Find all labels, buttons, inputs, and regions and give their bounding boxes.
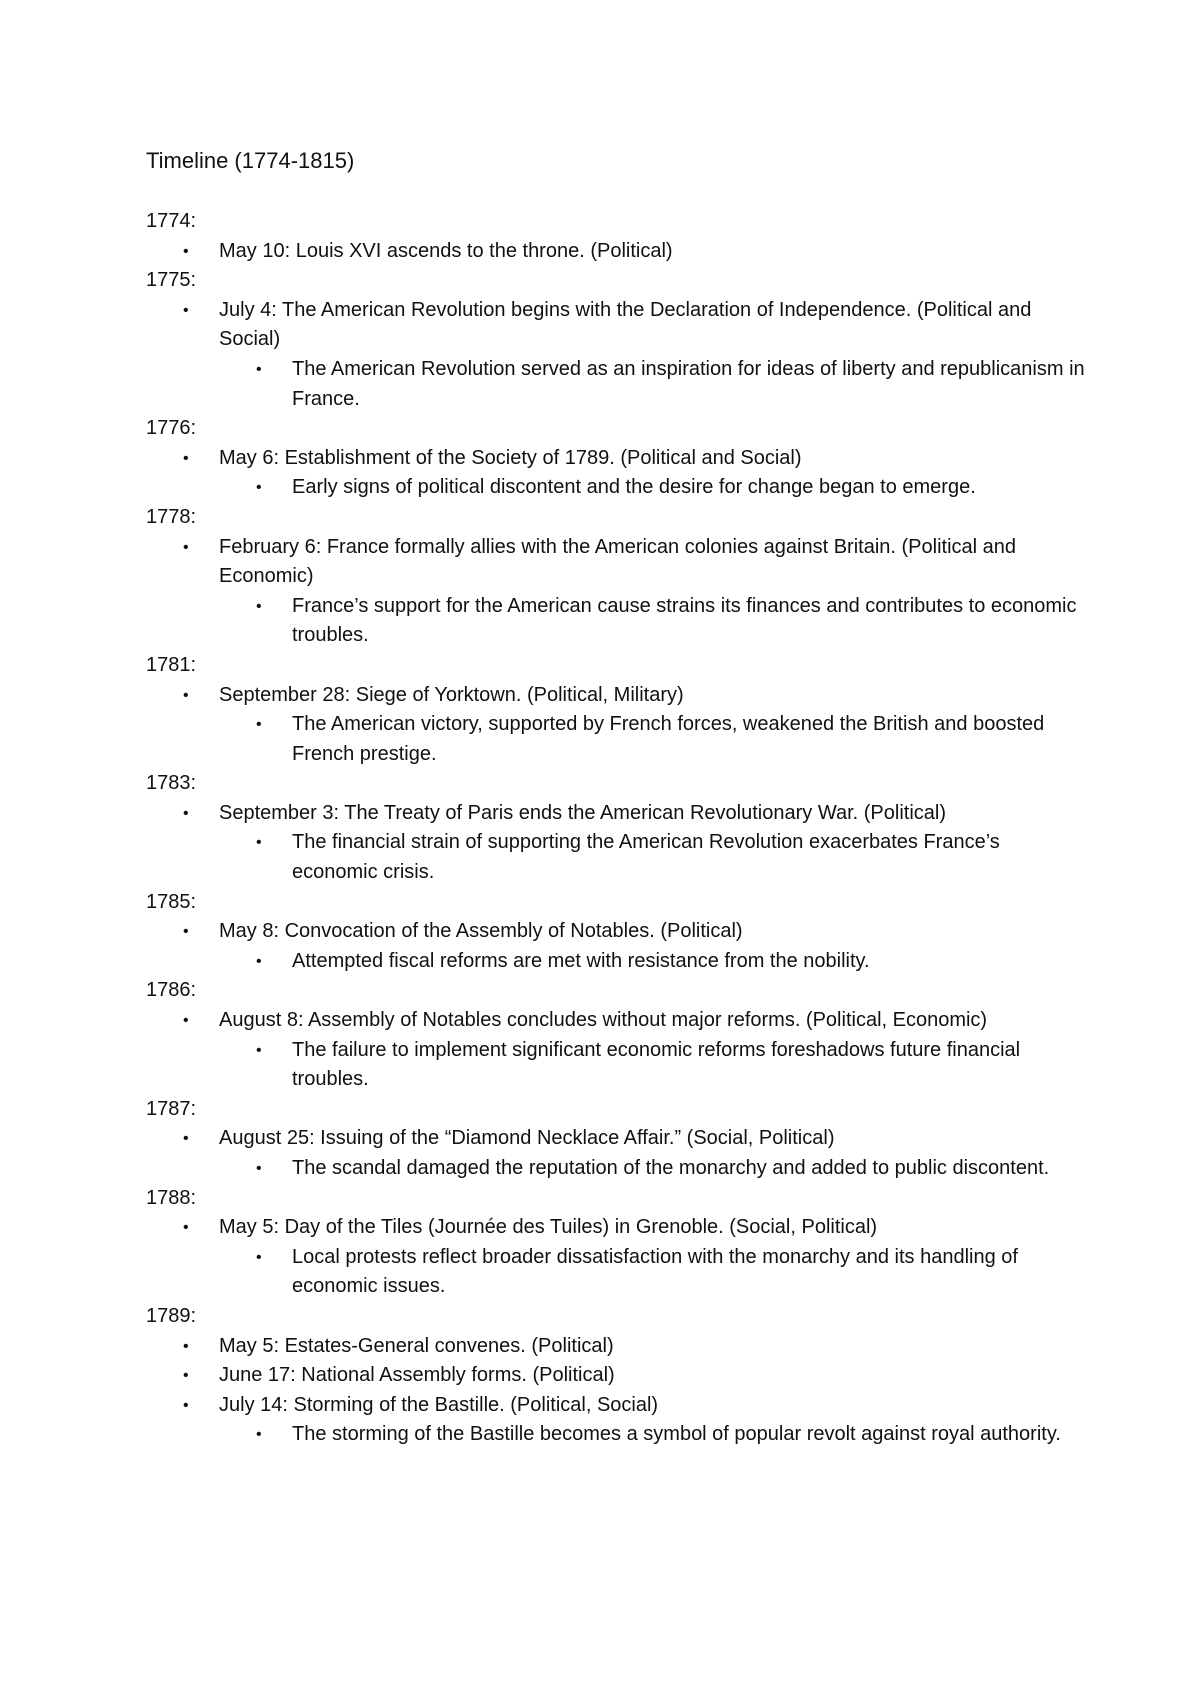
timeline-event (183, 917, 1086, 947)
event-text: September 3: The Treaty of Paris ends the American Revolutionary War. (Political) (219, 801, 946, 824)
note-text: Early signs of political discontent and the desire for change began to emerge. (292, 476, 976, 499)
bullet-icon: • (183, 449, 189, 467)
event-text: July 14: Storming of the Bastille. (Political, Social) (219, 1393, 659, 1416)
event-text: May 5: Day of the Tiles (Journée des Tuiles) in Grenoble. (Social, Political) (219, 1216, 878, 1239)
bullet-icon: • (183, 1012, 189, 1030)
timeline-event (183, 1006, 1086, 1036)
bullet-icon: • (183, 1219, 189, 1237)
page-title: Timeline (1774-1815) (146, 148, 355, 173)
bullet-icon: • (183, 301, 189, 319)
year-heading: 1774: (146, 210, 197, 232)
event-note (256, 1420, 1086, 1450)
bullet-icon: • (183, 1396, 189, 1414)
bullet-icon: • (183, 686, 189, 704)
event-text: June 17: National Assembly forms. (Political) (219, 1364, 615, 1387)
event-text: May 5: Estates-General convenes. (Political) (219, 1334, 614, 1357)
event-text: May 10: Louis XVI ascends to the throne. (Political) (219, 239, 673, 262)
year-heading: 1781: (146, 653, 197, 676)
bullet-icon: • (256, 952, 262, 970)
bullet-icon: • (256, 716, 262, 734)
event-text: August 25: Issuing of the “Diamond Necklace Affair.” (Social, Political) (219, 1127, 835, 1150)
note-text: The financial strain of supporting the American Revolution exacerbates France’s economic crisis. (292, 831, 1000, 884)
bullet-icon: • (256, 834, 262, 852)
event-note (256, 710, 1086, 769)
note-text: The scandal damaged the reputation of the monarchy and added to public discontent. (292, 1157, 1050, 1179)
timeline-event (183, 681, 1086, 711)
bullet-icon: • (183, 538, 189, 556)
year-heading: 1786: (146, 979, 197, 1002)
bullet-icon: • (256, 1041, 262, 1059)
event-note (256, 473, 1086, 503)
timeline-event (183, 237, 1086, 267)
timeline-event (183, 444, 1086, 474)
bullet-icon: • (256, 1248, 262, 1266)
event-note (256, 1243, 1086, 1302)
event-note (256, 947, 1086, 977)
timeline-event (183, 1361, 1086, 1391)
event-text: May 6: Establishment of the Society of 1789. (Political and Social) (219, 446, 802, 469)
bullet-icon: • (183, 804, 189, 822)
timeline-event (183, 1124, 1086, 1154)
bullet-icon: • (256, 360, 262, 378)
bullet-icon: • (256, 479, 262, 497)
year-heading: 1778: (146, 505, 197, 528)
timeline-event (183, 1391, 1086, 1421)
note-text: Local protests reflect broader dissatisfaction with the monarchy and its handling of economic issues. (292, 1245, 1018, 1298)
event-text: September 28: Siege of Yorktown. (Political, Military) (219, 683, 684, 706)
year-heading: 1785: (146, 890, 197, 913)
bullet-icon: • (256, 597, 262, 615)
event-text: July 4: The American Revolution begins with the Declaration of Independence. (Political and Social) (219, 298, 1032, 351)
event-note (256, 355, 1086, 414)
year-heading: 1788: (146, 1186, 197, 1209)
timeline-event (183, 1332, 1086, 1362)
timeline-list (146, 207, 1086, 1450)
note-text: The storming of the Bastille becomes a symbol of popular revolt against royal authority. (292, 1423, 1061, 1446)
event-note (256, 1154, 1086, 1184)
event-text: August 8: Assembly of Notables concludes without major reforms. (Political, Economic) (219, 1009, 988, 1032)
timeline-event (183, 533, 1086, 592)
event-note (256, 828, 1086, 887)
bullet-icon: • (256, 1426, 262, 1444)
year-heading: 1789: (146, 1304, 197, 1327)
note-text: The American victory, supported by French forces, weakened the British and boosted French prestige. (292, 713, 1045, 765)
bullet-icon: • (183, 1130, 189, 1148)
year-heading: 1775: (146, 269, 197, 292)
timeline-event (183, 1213, 1086, 1243)
bullet-icon: • (256, 1160, 262, 1177)
note-text: Attempted fiscal reforms are met with resistance from the nobility. (292, 949, 870, 972)
bullet-icon: • (183, 1367, 189, 1385)
event-note (256, 592, 1086, 651)
timeline-event (183, 799, 1086, 829)
event-note (256, 1036, 1086, 1095)
note-text: The American Revolution served as an inspiration for ideas of liberty and republicanism in France. (292, 357, 1085, 410)
note-text: France’s support for the American cause strains its finances and contributes to economic troubles. (292, 594, 1077, 647)
bullet-icon: • (183, 923, 189, 941)
year-heading: 1787: (146, 1097, 197, 1120)
event-text: February 6: France formally allies with the American colonies against Britain. (Political and Economic) (219, 535, 1017, 588)
year-heading: 1776: (146, 417, 197, 440)
note-text: The failure to implement significant economic reforms foreshadows future financial troubles. (292, 1038, 1021, 1091)
event-text: May 8: Convocation of the Assembly of Notables. (Political) (219, 920, 743, 943)
bullet-icon: • (183, 242, 189, 260)
year-heading: 1783: (146, 772, 197, 795)
bullet-icon: • (183, 1337, 189, 1355)
timeline-event (183, 296, 1086, 355)
